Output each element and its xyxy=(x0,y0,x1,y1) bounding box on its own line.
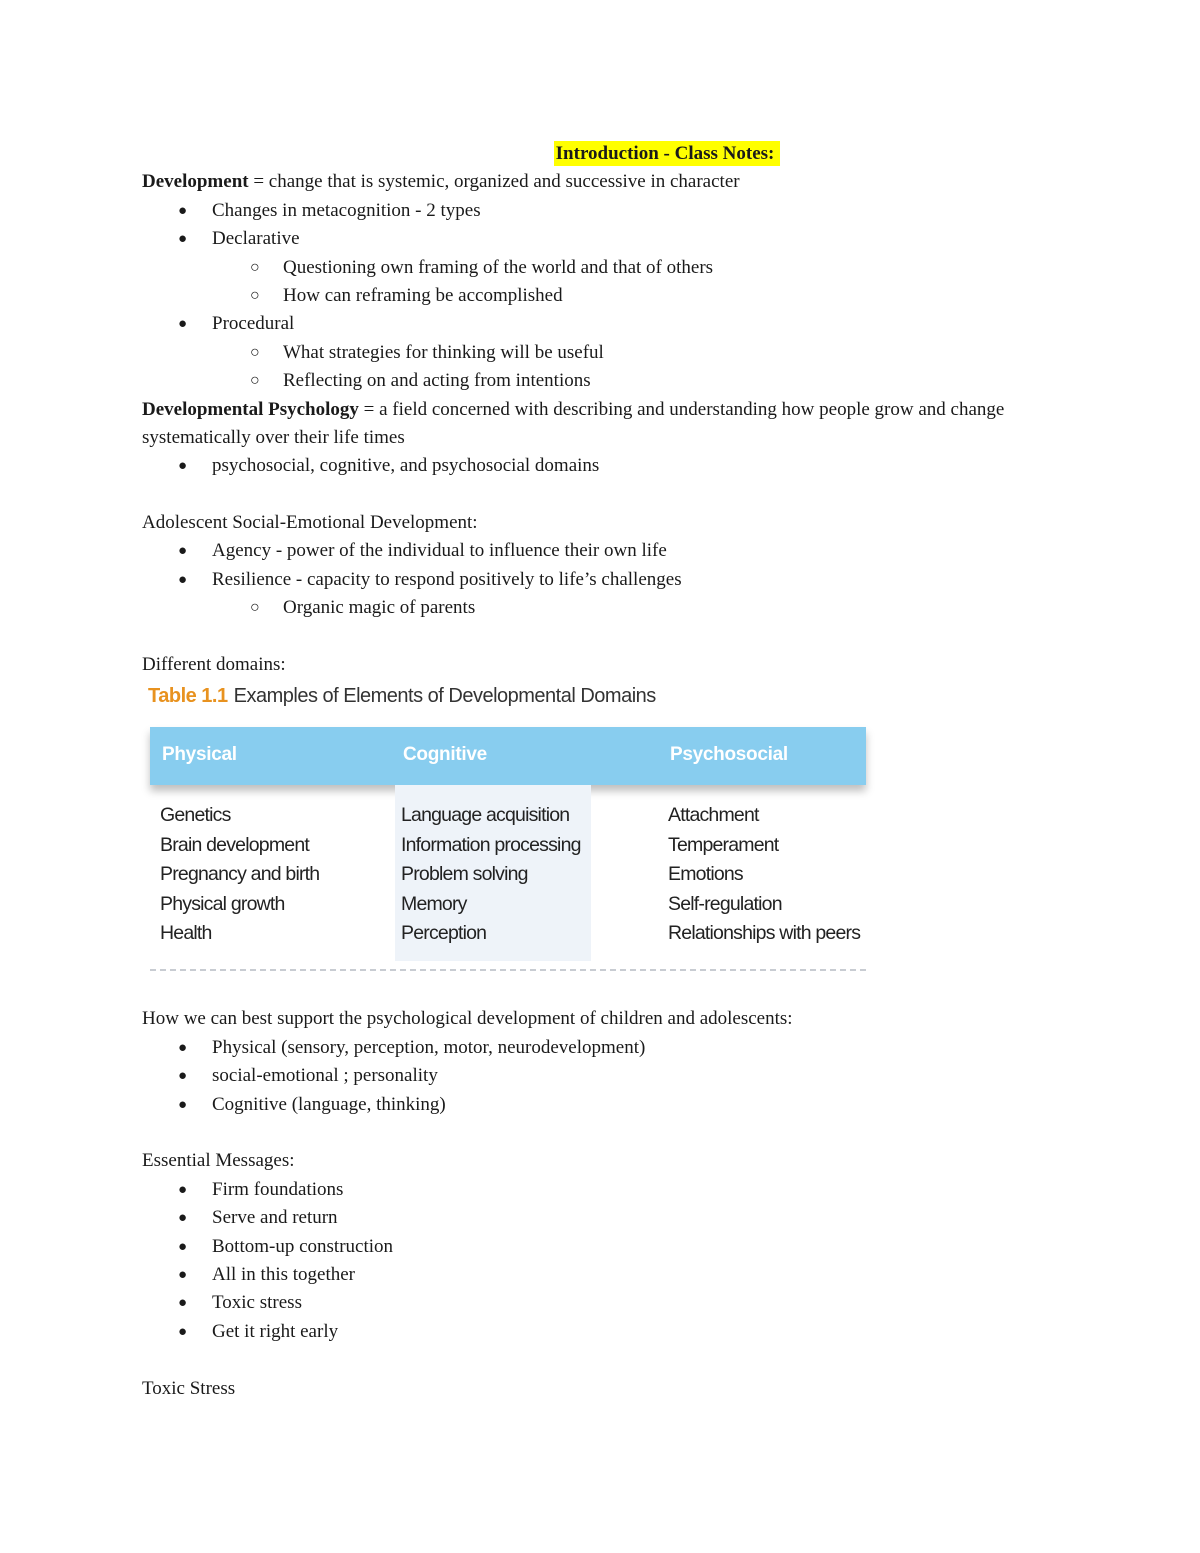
hollow-bullet-icon: ○ xyxy=(250,286,260,304)
development-definition xyxy=(142,168,1072,196)
table-header-row xyxy=(150,727,866,785)
section-heading: Essential Messages: xyxy=(142,1150,295,1172)
sub-list-item: ○ Reflecting on and acting from intentions xyxy=(142,367,1072,395)
list-item: ● Cognitive (language, thinking) xyxy=(142,1091,1072,1119)
dev-psych-definition xyxy=(142,396,1072,453)
table-cell: Temperament xyxy=(668,833,779,856)
table-cell: Language acquisition xyxy=(401,804,570,827)
table-bottom-rule xyxy=(150,969,866,971)
title-line xyxy=(142,140,1072,168)
dev-psych-term: Developmental Psychology xyxy=(142,398,359,420)
dev-psych-definition-text: = a field concerned with describing and understanding how people grow and change systematically over their life times xyxy=(142,398,1005,448)
table-column-cognitive xyxy=(401,801,581,949)
bullet-icon: ● xyxy=(178,1068,188,1085)
section-heading: Toxic Stress xyxy=(142,1377,236,1399)
section-heading: How we can best support the psychological development of children and adolescents: xyxy=(142,1008,793,1030)
table-cell: Pregnancy and birth xyxy=(160,863,320,886)
domains-table-figure xyxy=(146,685,876,975)
table-caption-number: Table 1.1 xyxy=(148,685,228,708)
section-heading: Different domains: xyxy=(142,654,286,676)
bullet-icon: ● xyxy=(178,1039,188,1056)
list-item: ● Bottom-up construction xyxy=(142,1233,1072,1261)
table-cell: Memory xyxy=(401,892,467,915)
table-cell: Genetics xyxy=(160,804,231,827)
hollow-bullet-icon: ○ xyxy=(250,258,260,276)
list-item: ● Serve and return xyxy=(142,1204,1072,1232)
bullet-icon: ● xyxy=(178,1238,188,1255)
list-item: ● Toxic stress xyxy=(142,1289,1072,1317)
list-item: ● psychosocial, cognitive, and psychosocial domains xyxy=(142,452,1072,480)
bullet-icon: ● xyxy=(178,1210,188,1227)
list-item: ● Declarative xyxy=(142,225,1072,253)
table-cell: Self-regulation xyxy=(668,892,782,915)
sub-list-item: ○ How can reframing be accomplished xyxy=(142,282,1072,310)
sub-list-item: ○ Organic magic of parents xyxy=(142,594,1072,622)
table-cell: Attachment xyxy=(668,804,759,827)
sub-list-item: ○ What strategies for thinking will be useful xyxy=(142,339,1072,367)
list-item: ● Agency - power of the individual to influence their own life xyxy=(142,537,1072,565)
bullet-icon: ● xyxy=(178,1295,188,1312)
list-item: ● Procedural xyxy=(142,310,1072,338)
table-header-physical: Physical xyxy=(162,744,237,766)
bullet-icon: ● xyxy=(178,202,188,219)
document-page xyxy=(142,140,1072,1403)
page-title: Introduction - Class Notes: xyxy=(554,141,781,166)
bullet-icon: ● xyxy=(178,543,188,560)
table-caption xyxy=(148,685,656,708)
hollow-bullet-icon: ○ xyxy=(250,372,260,390)
table-column-psychosocial xyxy=(668,801,860,949)
bullet-icon: ● xyxy=(178,1181,188,1198)
table-cell: Physical growth xyxy=(160,892,285,915)
bullet-icon: ● xyxy=(178,571,188,588)
table-cell: Perception xyxy=(401,922,487,945)
table-cell: Brain development xyxy=(160,833,309,856)
table-cell: Problem solving xyxy=(401,863,528,886)
bullet-icon: ● xyxy=(178,1096,188,1113)
bullet-icon: ● xyxy=(178,1266,188,1283)
table-caption-text: Examples of Elements of Developmental Domains xyxy=(233,685,656,708)
hollow-bullet-icon: ○ xyxy=(250,599,260,617)
section-heading: Adolescent Social-Emotional Development: xyxy=(142,512,478,534)
table-column-physical xyxy=(160,801,319,949)
table-cell: Emotions xyxy=(668,863,743,886)
list-item: ● Get it right early xyxy=(142,1318,1072,1346)
bullet-icon: ● xyxy=(178,231,188,248)
table-cell: Health xyxy=(160,922,212,945)
list-item: ● Firm foundations xyxy=(142,1176,1072,1204)
hollow-bullet-icon: ○ xyxy=(250,343,260,361)
sub-list-item: ○ Questioning own framing of the world and that of others xyxy=(142,254,1072,282)
bullet-icon: ● xyxy=(178,316,188,333)
list-item: ● Resilience - capacity to respond positively to life’s challenges xyxy=(142,566,1072,594)
list-item: ● All in this together xyxy=(142,1261,1072,1289)
development-term: Development xyxy=(142,171,249,193)
table-cell: Relationships with peers xyxy=(668,922,861,945)
list-item: ● social-emotional ; personality xyxy=(142,1062,1072,1090)
bullet-icon: ● xyxy=(178,458,188,475)
development-definition-text: = change that is systemic, organized and successive in character xyxy=(248,171,740,193)
list-item: ● Physical (sensory, perception, motor, neurodevelopment) xyxy=(142,1034,1072,1062)
table-cell: Information processing xyxy=(401,833,581,856)
list-item: ● Changes in metacognition - 2 types xyxy=(142,197,1072,225)
table-header-cognitive: Cognitive xyxy=(403,744,487,766)
table-header-psychosocial: Psychosocial xyxy=(670,744,788,766)
bullet-icon: ● xyxy=(178,1323,188,1340)
